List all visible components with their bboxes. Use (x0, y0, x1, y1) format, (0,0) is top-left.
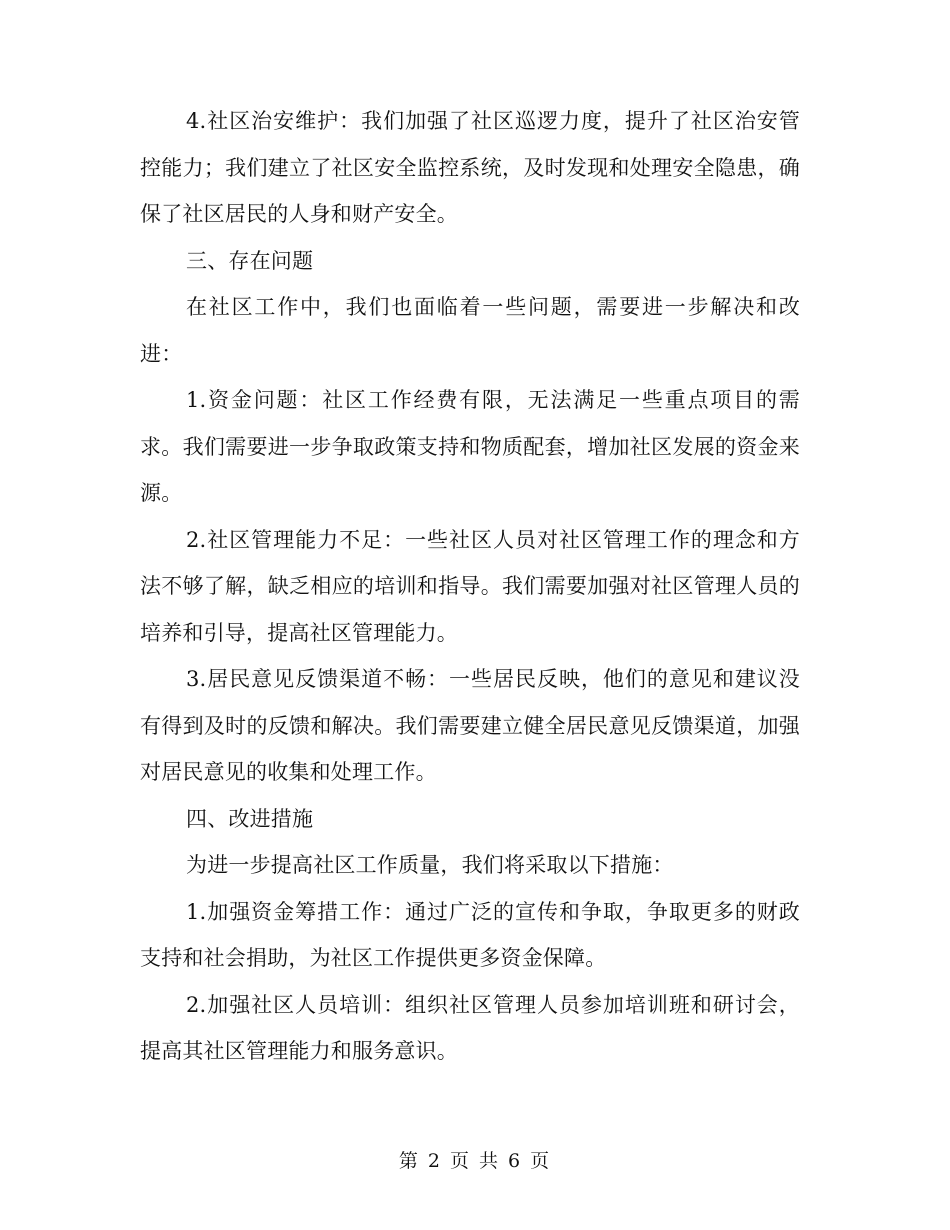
paragraph-security-maintenance: 4.社区治安维护：我们加强了社区巡逻力度，提升了社区治安管控能力；我们建立了社区安全监控系统，及时发现和处理安全隐患，确保了社区居民的人身和财产安全。 (140, 109, 800, 226)
paragraph-problems-intro: 在社区工作中，我们也面临着一些问题，需要进一步解决和改进： (140, 295, 800, 366)
page-number-footer: 第 2 页 共 6 页 (398, 1150, 552, 1172)
paragraph-staff-training: 2.加强社区人员培训：组织社区管理人员参加培训班和研讨会，提高其社区管理能力和服务意识。 (140, 992, 800, 1063)
document-body (140, 98, 800, 1075)
section-heading-improvements: 四、改进措施 (186, 806, 314, 831)
paragraph-management-capacity: 2.社区管理能力不足：一些社区人员对社区管理工作的理念和方法不够了解，缺乏相应的培训和指导。我们需要加强对社区管理人员的培养和引导，提高社区管理能力。 (140, 527, 800, 645)
paragraph-improvements-intro: 为进一步提高社区工作质量，我们将采取以下措施： (186, 853, 674, 877)
paragraph-feedback-channel: 3.居民意见反馈渠道不畅：一些居民反映，他们的意见和建议没有得到及时的反馈和解决。我们需要建立健全居民意见反馈渠道，加强对居民意见的收集和处理工作。 (140, 667, 800, 784)
paragraph-funding-problem: 1.资金问题：社区工作经费有限，无法满足一些重点项目的需求。我们需要进一步争取政策支持和物质配套，增加社区发展的资金来源。 (140, 388, 800, 505)
section-heading-problems: 三、存在问题 (186, 248, 314, 273)
paragraph-fundraising: 1.加强资金筹措工作：通过广泛的宣传和争取，争取更多的财政支持和社会捐助，为社区工作提供更多资金保障。 (140, 899, 800, 970)
